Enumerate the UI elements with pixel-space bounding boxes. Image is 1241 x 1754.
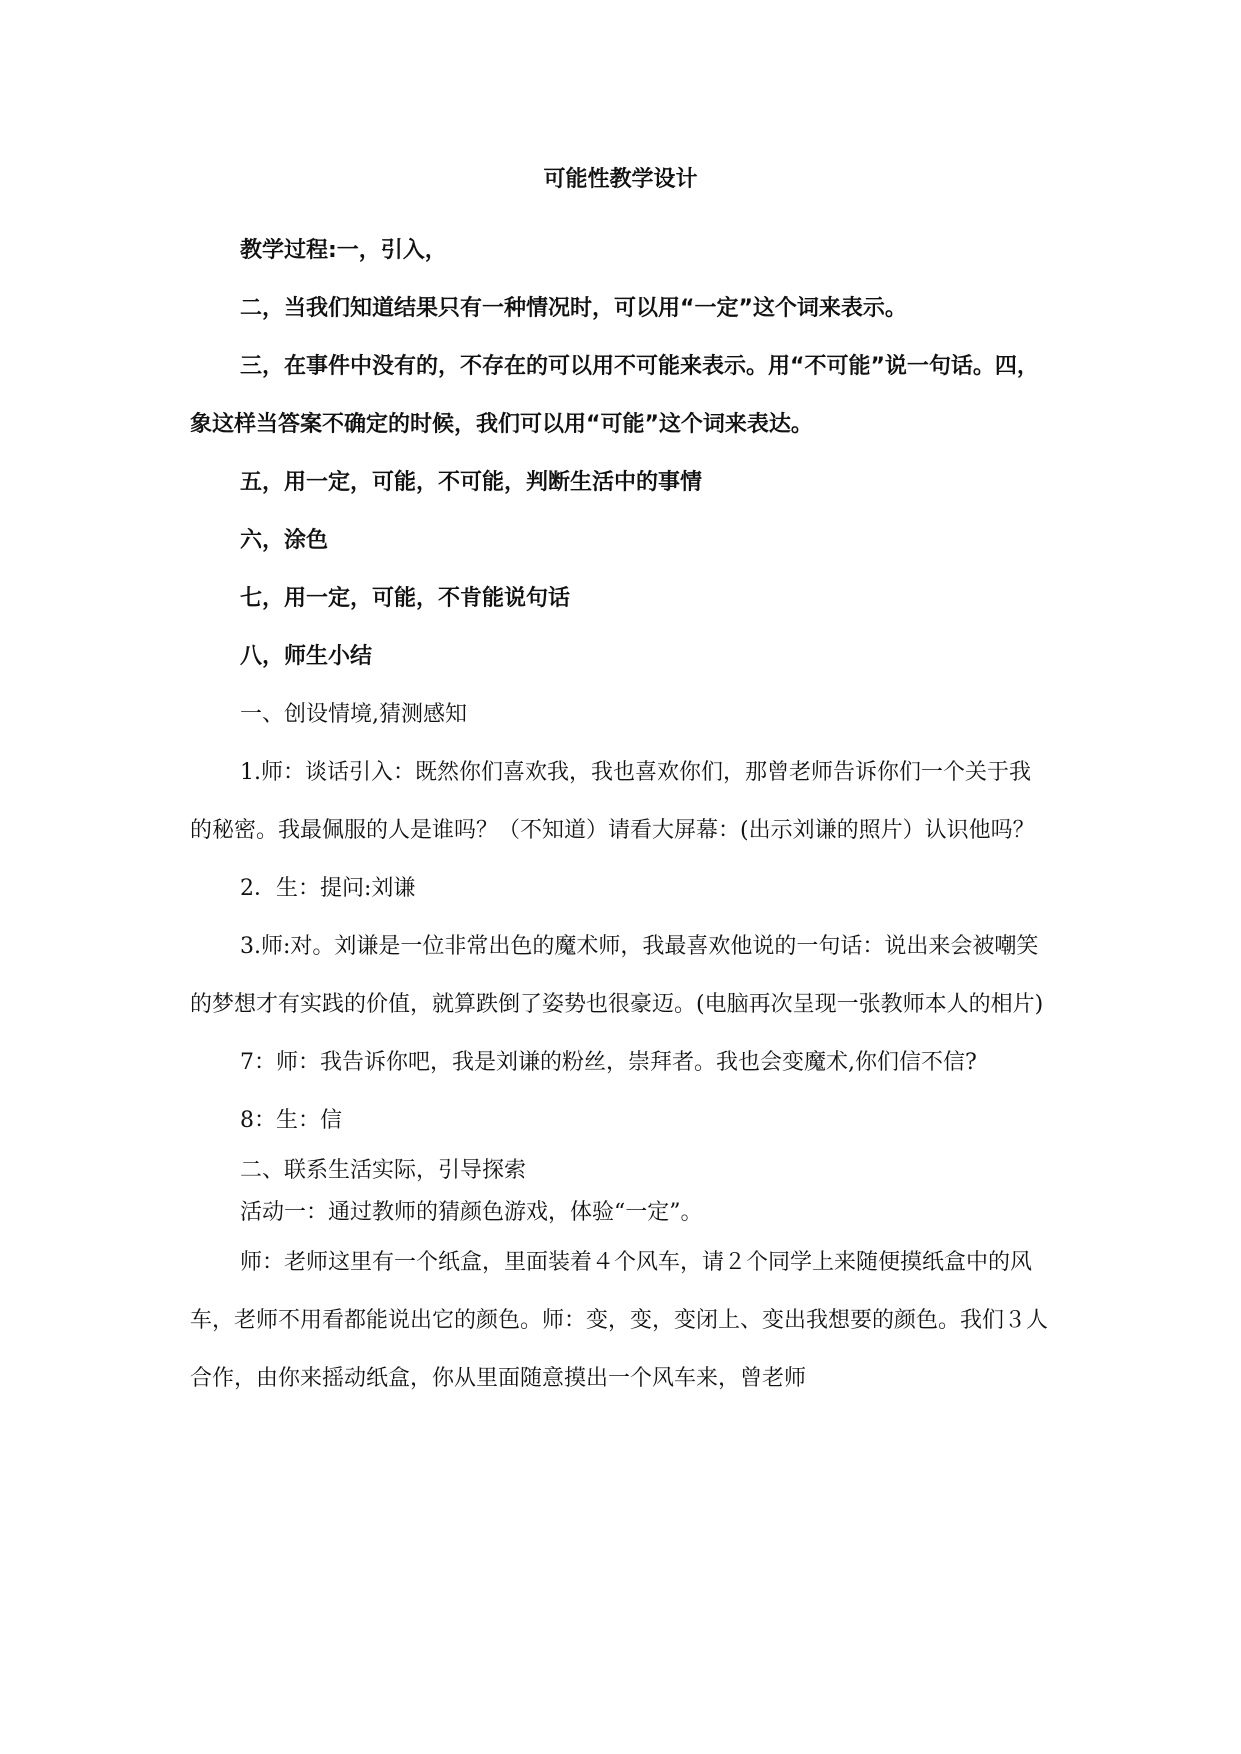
document-title: 可能性教学设计 <box>543 167 698 192</box>
paragraph: 八，师生小结 <box>240 644 373 669</box>
paragraph: 1.师：谈话引入：既然你们喜欢我，我也喜欢你们，那曾老师告诉你们一个关于我的秘密。我最佩服的人是谁吗？（不知道）请看大屏幕：(出示刘谦的照片）认识他吗？ <box>190 760 1035 843</box>
paragraph: 三，在事件中没有的，不存在的可以用不可能来表示。用“不可能”说一句话。四，象这样当答案不确定的时候，我们可以用“可能”这个词来表达。 <box>190 354 1039 437</box>
document-body <box>190 222 1052 1408</box>
paragraph: 8：生：信 <box>240 1108 342 1133</box>
paragraph: 3.师:对。刘谦是一位非常出色的魔术师，我最喜欢他说的一句话：说出来会被嘲笑的梦想才有实践的价值，就算跌倒了姿势也很豪迈。(电脑再次呈现一张教师本人的相片) <box>190 934 1044 1017</box>
paragraph: 二、联系生活实际，引导探索 <box>240 1158 527 1183</box>
paragraph: 2．生：提问:刘谦 <box>240 876 416 901</box>
paragraph: 七，用一定，可能，不肯能说句话 <box>240 586 571 611</box>
paragraph: 活动一：通过教师的猜颜色游戏，体验“一定”。 <box>240 1200 703 1225</box>
paragraph: 教学过程:一，引入， <box>240 238 447 263</box>
paragraph: 7：师：我告诉你吧，我是刘谦的粉丝，崇拜者。我也会变魔术,你们信不信? <box>240 1050 977 1075</box>
paragraph: 二，当我们知道结果只有一种情况时，可以用“一定”这个词来表示。 <box>240 296 907 321</box>
paragraph: 一、创设情境,猜测感知 <box>240 702 467 727</box>
paragraph: 五，用一定，可能，不可能，判断生活中的事情 <box>240 470 703 495</box>
paragraph: 师：老师这里有一个纸盒，里面装着４个风车，请２个同学上来随便摸纸盒中的风车，老师不用看都能说出它的颜色。师：变，变，变闭上、变出我想要的颜色。我们３人合作，由你来摇动纸盒，你从里面随意摸出一个风车来，曾老师 <box>190 1250 1049 1391</box>
paragraph: 六，涂色 <box>240 528 329 553</box>
